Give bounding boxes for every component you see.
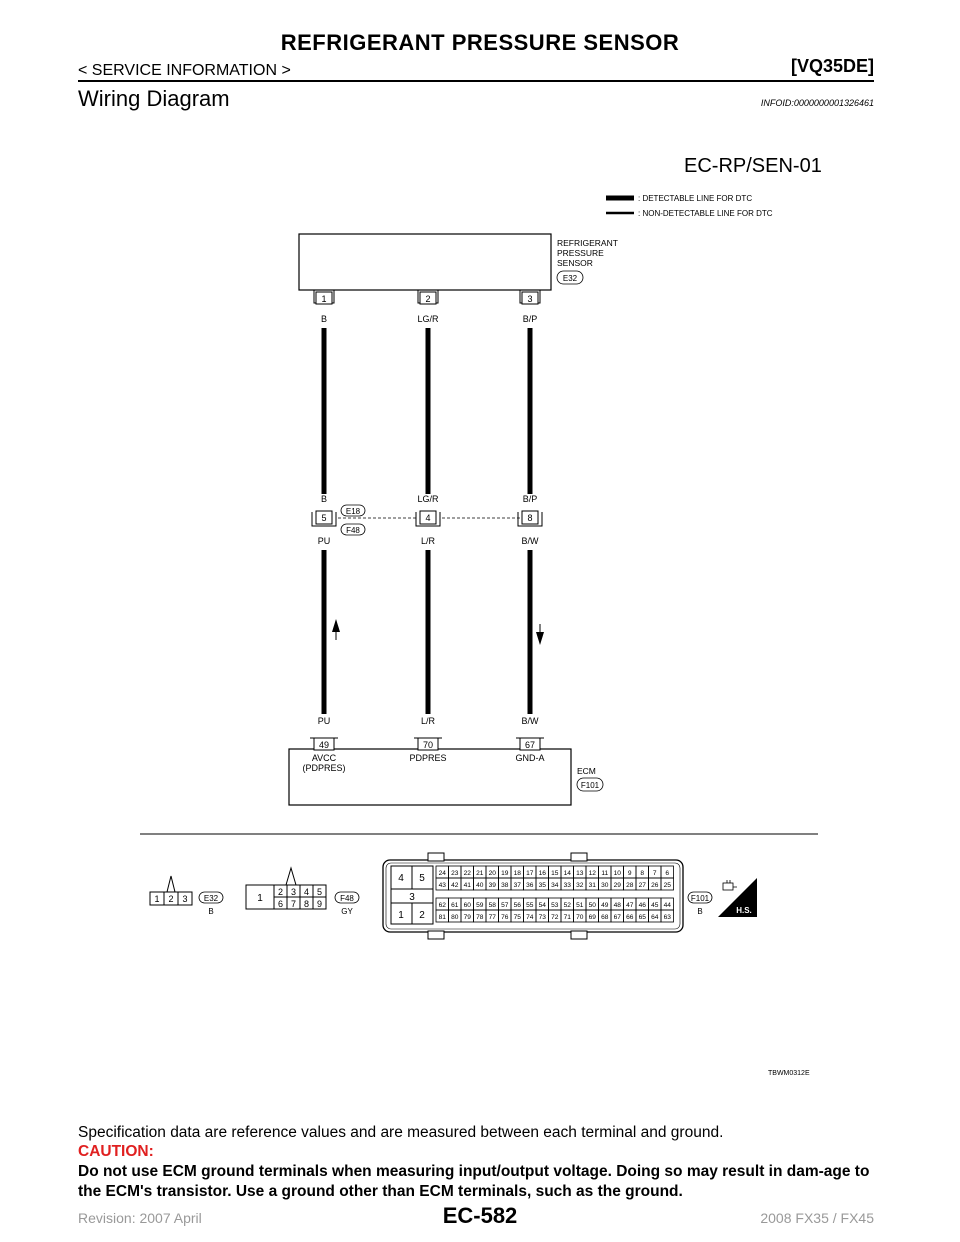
- f101-terminal-row-1: [436, 866, 674, 878]
- sensor-pin-2: [418, 290, 438, 304]
- svg-text:7: 7: [290, 899, 297, 909]
- f101-terminal-label: 60: [463, 902, 471, 909]
- svg-text:67: 67: [524, 740, 536, 750]
- joint-upper-color-2: LG/R: [417, 494, 439, 504]
- joint-lower-color-1: PU: [317, 536, 331, 546]
- ecm-pin-67: [516, 738, 544, 750]
- f101-terminal-label: 33: [563, 882, 571, 889]
- svg-text:5: 5: [316, 887, 323, 897]
- sensor-label-line1: REFRIGERANT: [557, 238, 618, 248]
- section-title: Wiring Diagram: [78, 86, 230, 111]
- f101-terminal-label: 78: [476, 914, 484, 921]
- f101-terminal-label: 54: [538, 902, 546, 909]
- f101-terminal-label: 57: [501, 902, 509, 909]
- page-title: REFRIGERANT PRESSURE SENSOR: [280, 30, 680, 55]
- f101-terminal-label: 51: [576, 902, 584, 909]
- f101-terminal-label: 71: [563, 914, 571, 921]
- f101-terminal-label: 59: [476, 902, 484, 909]
- svg-text:6: 6: [277, 899, 284, 909]
- f101-terminal-label: 9: [627, 870, 632, 877]
- engine-model: [VQ35DE]: [790, 56, 874, 76]
- joint-pin-4: [416, 511, 440, 526]
- svg-text:4: 4: [425, 513, 431, 523]
- info-id: INFOID:0000000001326461: [760, 98, 874, 108]
- f101-terminal-label: 25: [663, 882, 671, 889]
- f101-terminal-label: 81: [438, 914, 446, 921]
- sensor-box: [299, 234, 551, 290]
- sensor-label-line2: PRESSURE: [557, 248, 604, 258]
- joint-upper-color-3: B/P: [522, 494, 538, 504]
- joint-connector-f48: F48: [346, 526, 360, 535]
- f101-terminal-label: 67: [613, 914, 621, 921]
- joint-lower-color-2: L/R: [420, 536, 436, 546]
- connector-f101-color: B: [697, 907, 703, 916]
- f101-terminal-label: 62: [438, 902, 446, 909]
- f101-terminal-label: 70: [576, 914, 584, 921]
- f101-terminal-label: 27: [638, 882, 646, 889]
- f101-terminal-label: 74: [526, 914, 534, 921]
- f101-terminal-label: 65: [638, 914, 646, 921]
- joint-connector-e18: E18: [345, 507, 361, 516]
- joint-pin-5: [312, 511, 336, 526]
- sensor-connector-id: E32: [562, 274, 578, 283]
- ecm-wire-color-2: L/R: [420, 716, 436, 726]
- f101-terminal-label: 48: [613, 902, 621, 909]
- f101-terminal-label: 38: [501, 882, 509, 889]
- f101-terminal-label: 76: [501, 914, 509, 921]
- f101-terminal-label: 13: [576, 870, 584, 877]
- svg-text:1: 1: [398, 910, 404, 921]
- svg-text:2: 2: [277, 887, 284, 897]
- connector-e32-color: B: [208, 907, 214, 916]
- f101-terminal-label: 36: [526, 882, 534, 889]
- svg-text:9: 9: [316, 899, 323, 909]
- ecm-name: ECM: [577, 766, 596, 776]
- f101-terminal-label: 56: [513, 902, 521, 909]
- caution-label: CAUTION:: [78, 1143, 154, 1160]
- f101-terminal-label: 75: [513, 914, 521, 921]
- f101-terminal-label: 49: [601, 902, 609, 909]
- f101-terminal-label: 34: [551, 882, 559, 889]
- f101-terminal-label: 26: [651, 882, 659, 889]
- f101-terminal-label: 20: [488, 870, 496, 877]
- f101-terminal-label: 21: [476, 870, 484, 877]
- f101-terminal-label: 12: [588, 870, 596, 877]
- f101-terminal-label: 22: [463, 870, 471, 877]
- svg-text:49: 49: [318, 740, 330, 750]
- connector-f48-face: [246, 868, 326, 909]
- connector-e32-id: E32: [203, 894, 219, 903]
- f101-terminal-label: 6: [665, 870, 670, 877]
- f101-terminal-label: 39: [488, 882, 496, 889]
- f101-terminal-label: 35: [538, 882, 546, 889]
- f101-terminal-label: 24: [438, 870, 446, 877]
- ecm-label-avcc-sub: (PDPRES): [302, 763, 346, 773]
- svg-text:8: 8: [303, 899, 310, 909]
- svg-text:5: 5: [419, 873, 425, 884]
- svg-text:3: 3: [182, 894, 188, 904]
- page-number: EC-582: [442, 1203, 518, 1228]
- f101-terminal-label: 23: [451, 870, 459, 877]
- svg-text:2: 2: [168, 894, 174, 904]
- svg-text:1: 1: [154, 894, 160, 904]
- f101-terminal-label: 32: [576, 882, 584, 889]
- diagram-ref-code: TBWM0312E: [768, 1070, 810, 1077]
- f101-terminal-label: 45: [651, 902, 659, 909]
- f101-terminal-label: 77: [488, 914, 496, 921]
- spec-text: Specification data are reference values and are measured between each terminal and ground.: [78, 1124, 724, 1141]
- f101-terminal-label: 18: [513, 870, 521, 877]
- f101-terminal-label: 11: [601, 870, 609, 877]
- harness-symbol-label: H.S.: [736, 906, 752, 915]
- wire-color-sensor-2: LG/R: [417, 314, 439, 324]
- connector-f101-face: [383, 853, 683, 939]
- svg-text:70: 70: [422, 740, 434, 750]
- ecm-wire-color-3: B/W: [521, 716, 539, 726]
- f101-terminal-label: 30: [601, 882, 609, 889]
- f101-terminal-label: 66: [626, 914, 634, 921]
- f101-terminal-label: 52: [563, 902, 571, 909]
- diagram-code: EC-RP/SEN-01: [684, 155, 822, 177]
- f101-terminal-label: 28: [626, 882, 634, 889]
- joint-upper-color-1: B: [320, 494, 328, 504]
- connector-f48-id: F48: [340, 894, 354, 903]
- svg-text:4: 4: [398, 873, 404, 884]
- svg-text:1: 1: [257, 893, 263, 904]
- f101-terminal-label: 29: [613, 882, 621, 889]
- f101-terminal-label: 7: [652, 870, 657, 877]
- sensor-pin-3: [520, 290, 540, 304]
- ecm-label-avcc: AVCC: [311, 753, 337, 763]
- f101-terminal-label: 79: [463, 914, 471, 921]
- f101-terminal-label: 46: [638, 902, 646, 909]
- svg-text:4: 4: [303, 887, 310, 897]
- svg-text:2: 2: [425, 294, 431, 304]
- f101-terminal-label: 68: [601, 914, 609, 921]
- ecm-pin-49: [310, 738, 338, 750]
- f101-terminal-row-4: [436, 910, 674, 922]
- f101-terminal-label: 19: [501, 870, 509, 877]
- connector-e32-face: [150, 876, 192, 905]
- f101-terminal-label: 72: [551, 914, 559, 921]
- f101-terminal-label: 43: [438, 882, 446, 889]
- f101-terminal-label: 61: [451, 902, 459, 909]
- vehicle-model: 2008 FX35 / FX45: [760, 1210, 874, 1226]
- svg-text:3: 3: [409, 892, 415, 903]
- f101-terminal-label: 17: [526, 870, 534, 877]
- wire-color-sensor-3: B/P: [522, 314, 538, 324]
- f101-terminal-label: 63: [663, 914, 671, 921]
- svg-text:3: 3: [290, 887, 297, 897]
- f101-terminal-label: 31: [588, 882, 596, 889]
- legend-non-detectable-label: : NON-DETECTABLE LINE FOR DTC: [638, 209, 773, 218]
- ecm-wire-color-1: PU: [317, 716, 331, 726]
- f101-terminal-label: 58: [488, 902, 496, 909]
- f101-terminal-label: 44: [663, 902, 671, 909]
- joint-pin-8: [518, 511, 542, 526]
- f101-terminal-label: 55: [526, 902, 534, 909]
- f101-terminal-label: 69: [588, 914, 596, 921]
- arrow-down-icon: [536, 624, 544, 645]
- f101-terminal-label: 42: [451, 882, 459, 889]
- revision-date: Revision: 2007 April: [78, 1210, 202, 1226]
- breadcrumb: < SERVICE INFORMATION >: [78, 62, 291, 79]
- f101-terminal-label: 8: [640, 870, 645, 877]
- harness-symbol-icon: [718, 878, 757, 917]
- f101-terminal-label: 53: [551, 902, 559, 909]
- svg-text:1: 1: [321, 294, 327, 304]
- caution-text: Do not use ECM ground terminals when measuring input/output voltage. Doing so may result in dam-age to the ECM's transistor. Use a ground other than ECM terminals, such as the ground.: [78, 1163, 870, 1200]
- ecm-label-pdpres: PDPRES: [409, 753, 447, 763]
- f101-terminal-row-2: [436, 878, 674, 890]
- f101-terminal-label: 73: [538, 914, 546, 921]
- sensor-pin-1: [314, 290, 334, 304]
- f101-terminal-label: 40: [476, 882, 484, 889]
- f101-terminal-label: 10: [613, 870, 621, 877]
- f101-terminal-row-3: [436, 898, 674, 910]
- svg-text:3: 3: [527, 294, 533, 304]
- sensor-label-line3: SENSOR: [557, 258, 593, 268]
- arrow-up-icon: [332, 619, 340, 640]
- svg-text:5: 5: [321, 513, 327, 523]
- f101-terminal-label: 47: [626, 902, 634, 909]
- legend-detectable-label: : DETECTABLE LINE FOR DTC: [638, 194, 753, 203]
- ecm-label-gnd-a: GND-A: [515, 753, 545, 763]
- f101-terminal-label: 50: [588, 902, 596, 909]
- joint-lower-color-3: B/W: [521, 536, 539, 546]
- svg-text:8: 8: [527, 513, 533, 523]
- f101-terminal-label: 14: [563, 870, 571, 877]
- f101-terminal-label: 64: [651, 914, 659, 921]
- f101-terminal-label: 80: [451, 914, 459, 921]
- f101-terminal-label: 16: [538, 870, 546, 877]
- ecm-pin-70: [414, 738, 442, 750]
- f101-terminal-label: 15: [551, 870, 559, 877]
- connector-f101-id: F101: [690, 894, 710, 903]
- f101-terminal-label: 41: [463, 882, 471, 889]
- ecm-connector-id: F101: [580, 781, 600, 790]
- wire-color-sensor-1: B: [320, 314, 328, 324]
- connector-f48-color: GY: [341, 907, 353, 916]
- f101-terminal-label: 37: [513, 882, 521, 889]
- svg-text:2: 2: [419, 910, 425, 921]
